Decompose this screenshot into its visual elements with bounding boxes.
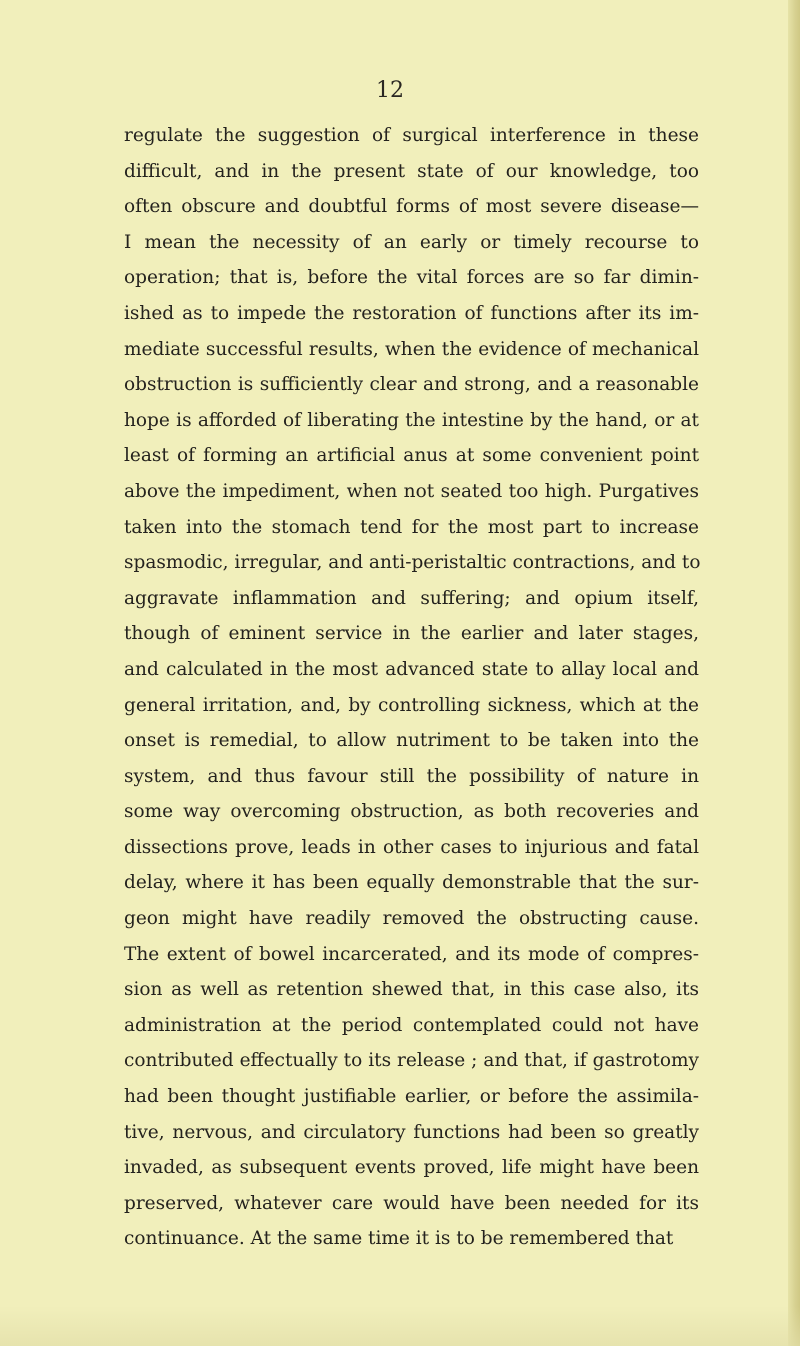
text-line: ished as to impede the restoration of functions after its im- [124, 302, 699, 324]
text-line: had been thought justifiable earlier, or before the assimila- [124, 1086, 699, 1108]
text-line: preserved, whatever care would have been needed for its [124, 1192, 699, 1214]
text-line: invaded, as subsequent events proved, life might have been [124, 1157, 699, 1179]
text-line: geon might have readily removed the obstructing cause. [124, 908, 699, 930]
text-line: delay, where it has been equally demonstrable that the sur- [124, 872, 699, 894]
page-edge-shadow [788, 0, 800, 1346]
text-line: tive, nervous, and circulatory functions had been so greatly [124, 1121, 699, 1143]
text-line: contributed effectually to its release ; and that, if gastrotomy [124, 1050, 699, 1072]
text-line: spasmodic, irregular, and anti-peristaltic contractions, and to [124, 552, 701, 574]
text-line: system, and thus favour still the possibility of nature in [124, 765, 699, 787]
text-line: often obscure and doubtful forms of most severe disease— [124, 196, 699, 218]
text-line: dissections prove, leads in other cases to injurious and fatal [124, 836, 699, 858]
text-line: sion as well as retention shewed that, in this case also, its [124, 979, 699, 1001]
text-line: onset is remedial, to allow nutriment to be taken into the [124, 730, 699, 752]
page-bottom-shade [0, 1306, 800, 1346]
text-line: operation; that is, before the vital forces are so far dimin- [124, 267, 699, 289]
text-line: obstruction is sufficiently clear and strong, and a reasonable [124, 374, 699, 396]
body-text [124, 118, 699, 1257]
text-line: The extent of bowel incarcerated, and its mode of compres- [124, 943, 699, 965]
text-line: above the impediment, when not seated too high. Purgatives [124, 480, 699, 502]
page-number: 12 [376, 78, 404, 103]
text-line: aggravate inflammation and suffering; and opium itself, [124, 587, 699, 609]
text-line: least of forming an artificial anus at some convenient point [124, 445, 699, 467]
text-line: though of eminent service in the earlier and later stages, [124, 623, 699, 645]
text-line: taken into the stomach tend for the most part to increase [124, 516, 699, 538]
text-line: continuance. At the same time it is to be remembered that [124, 1228, 674, 1250]
text-line: regulate the suggestion of surgical interference in these [124, 125, 699, 146]
text-line: hope is afforded of liberating the intestine by the hand, or at [124, 409, 699, 431]
text-line: administration at the period contemplated could not have [124, 1014, 699, 1036]
text-line: some way overcoming obstruction, as both recoveries and [124, 801, 699, 823]
text-line: difficult, and in the present state of our knowledge, too [124, 160, 699, 182]
text-line: mediate successful results, when the evidence of mechanical [124, 338, 699, 360]
text-line: I mean the necessity of an early or timely recourse to [124, 231, 699, 253]
text-line: general irritation, and, by controlling sickness, which at the [124, 694, 699, 716]
text-line: and calculated in the most advanced state to allay local and [124, 658, 699, 680]
